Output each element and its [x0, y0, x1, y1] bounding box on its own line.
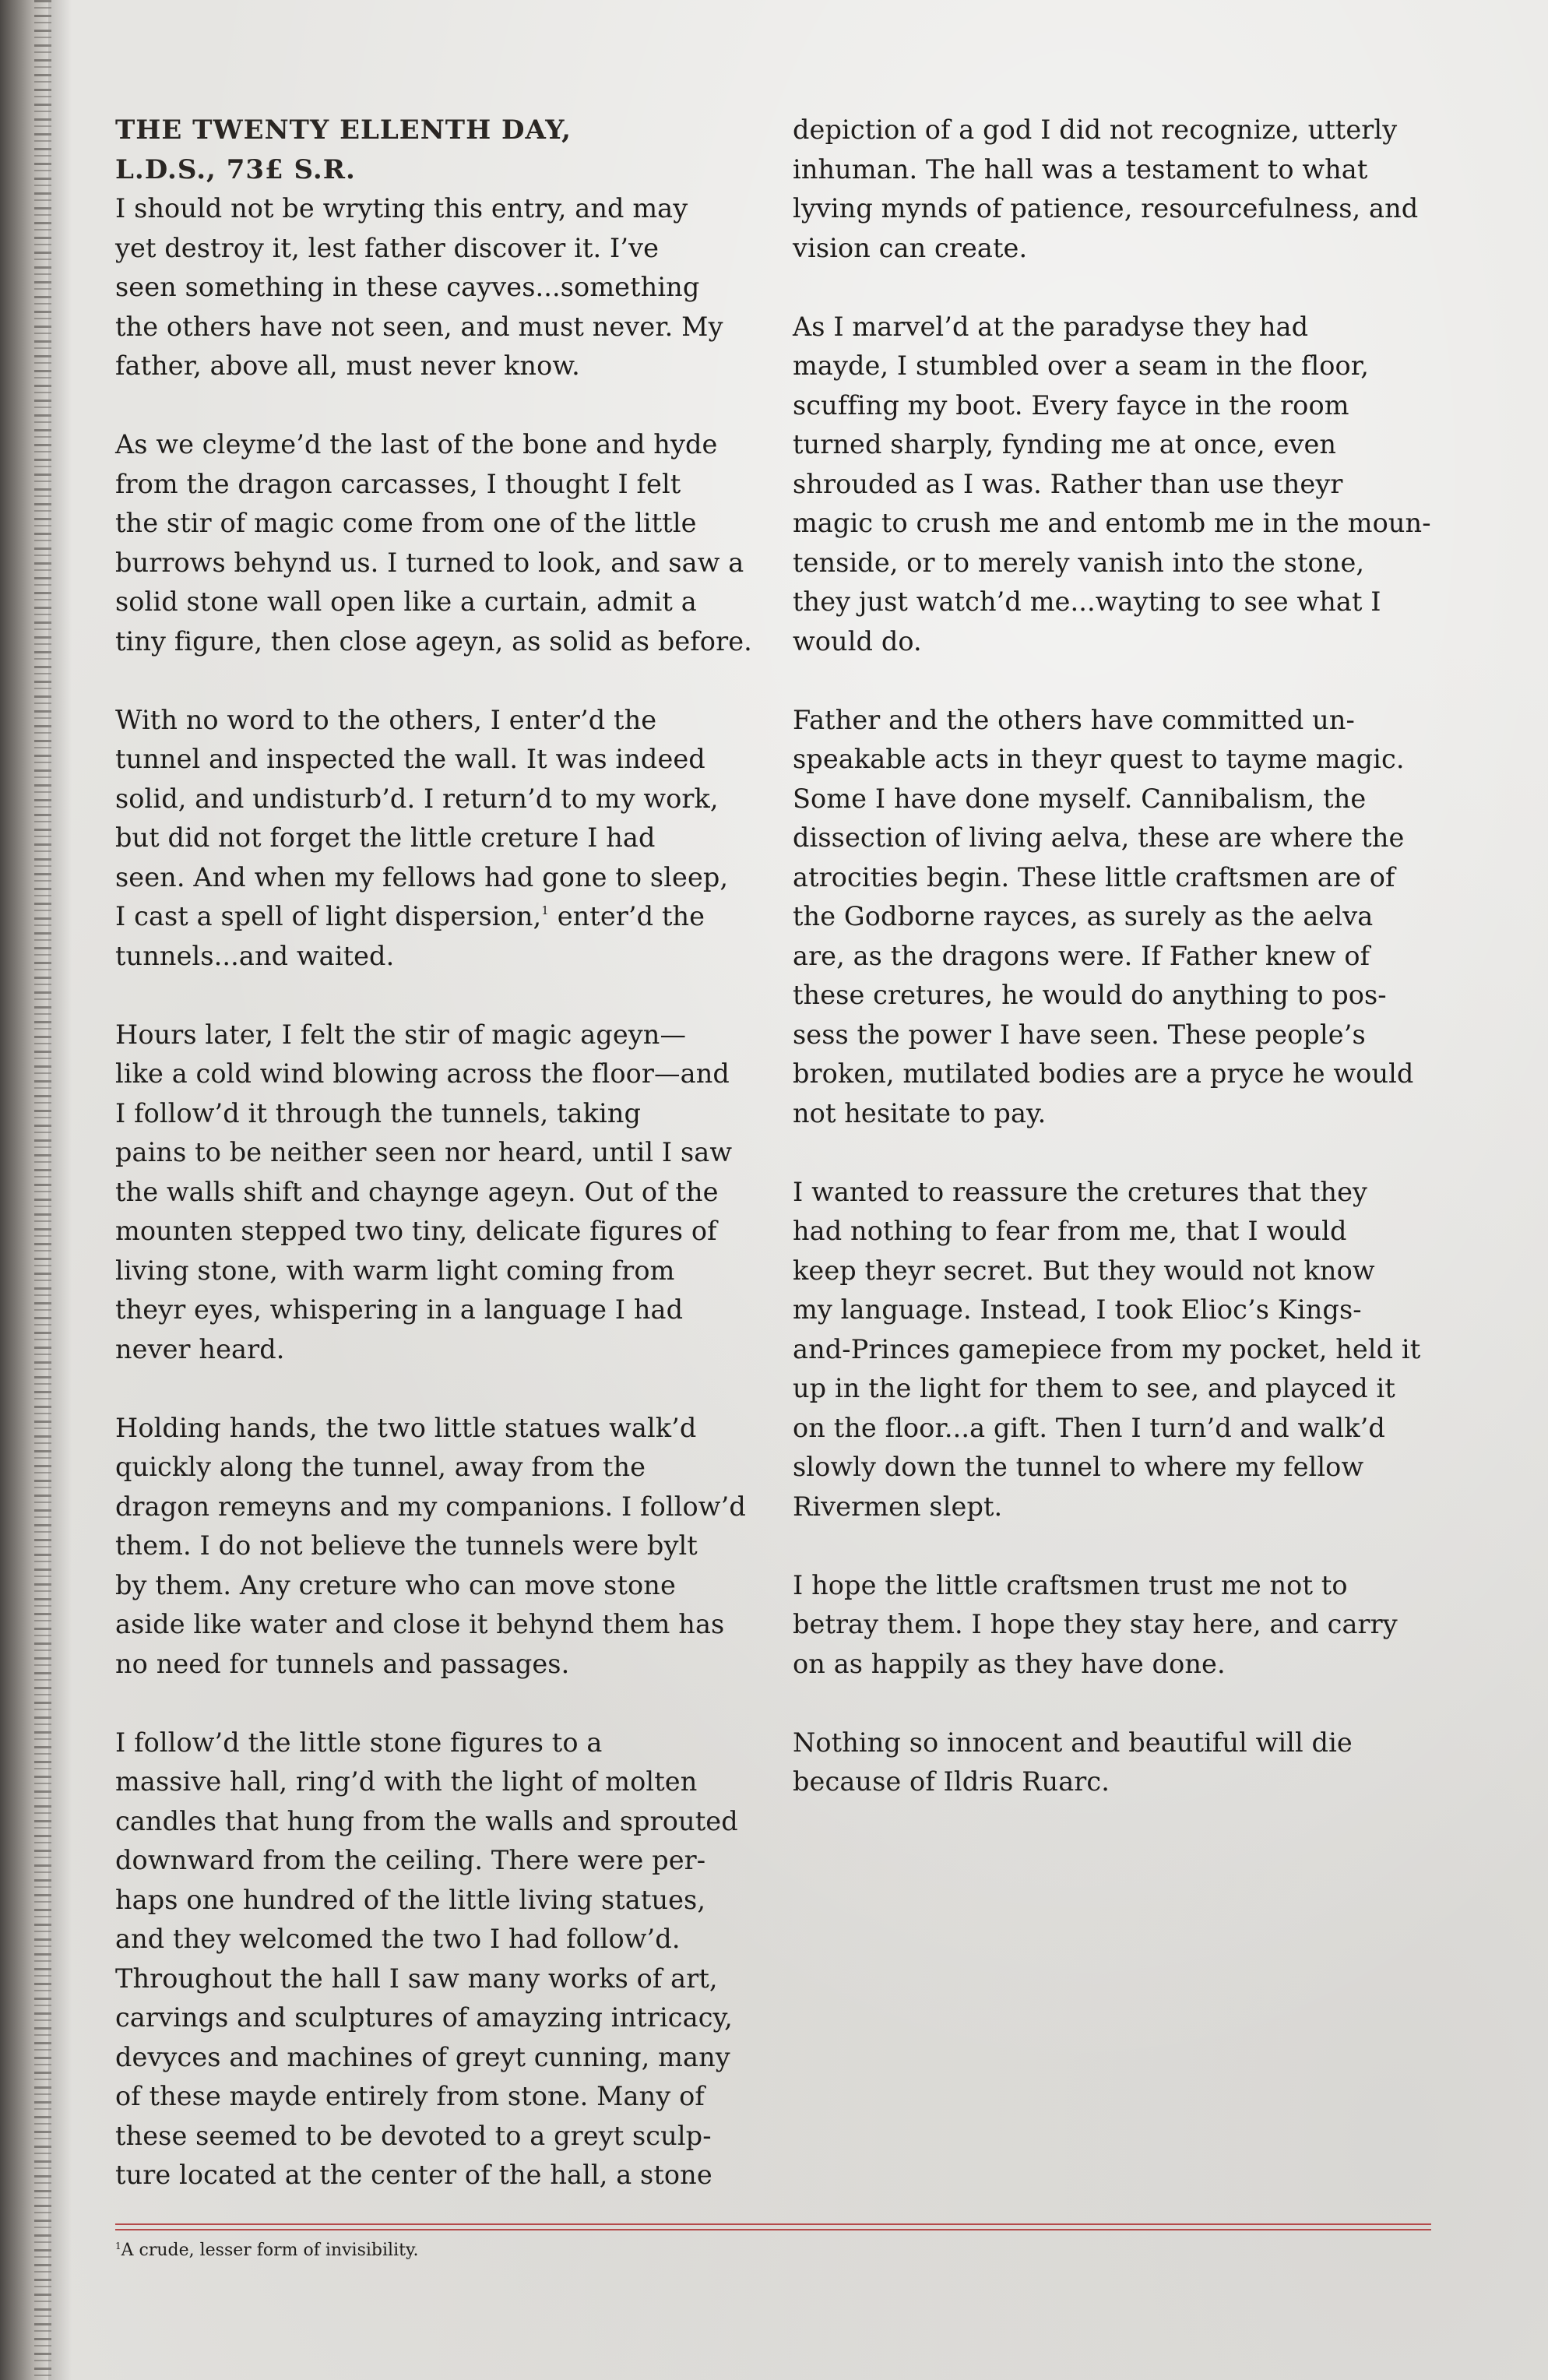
paragraph-break	[793, 268, 1439, 308]
text-line-content: depiction of a god I did not recognize, utterly	[793, 114, 1398, 145]
text-line	[793, 504, 1439, 544]
text-line-content: mounten stepped two tiny, delicate figures of	[115, 1216, 717, 1246]
text-line-content: scuffing my boot. Every fayce in the room	[793, 389, 1349, 421]
text-line	[793, 1488, 1439, 1527]
footnote-mark: 1	[115, 2241, 121, 2251]
text-line-content: had nothing to fear from me, that I would	[793, 1216, 1347, 1246]
paragraph-break	[793, 661, 1439, 701]
text-line-content: the others have not seen, and must never. My	[115, 311, 723, 342]
text-line	[115, 1881, 777, 1921]
footnote-divider-bottom	[115, 2229, 1431, 2230]
text-line	[115, 268, 777, 308]
text-line-content: are, as the dragons were. If Father knew of	[793, 940, 1370, 971]
text-line-content: devyces and machines of greyt cunning, many	[115, 2041, 730, 2072]
text-line-content: dragon remeyns and my companions. I follow’d	[115, 1491, 746, 1522]
text-line-content: they just watch’d me...wayting to see what I	[793, 586, 1381, 617]
text-line-content: by them. Any creture who can move stone	[115, 1569, 676, 1600]
text-line	[115, 1841, 777, 1881]
text-line	[115, 2077, 777, 2117]
text-line	[115, 504, 777, 544]
text-line-content: aside like water and close it behynd them has	[115, 1609, 725, 1639]
text-line	[793, 583, 1439, 622]
text-line	[793, 1094, 1439, 1134]
paragraph-break	[115, 386, 777, 426]
text-line	[793, 937, 1439, 977]
text-line-content: magic to crush me and entomb me in the moun-	[793, 508, 1431, 538]
text-line	[115, 701, 777, 741]
text-line	[793, 897, 1439, 937]
text-line	[793, 544, 1439, 583]
text-line	[115, 1802, 777, 1842]
text-line-content: the walls shift and chaynge ageyn. Out of the	[115, 1176, 719, 1207]
text-line	[793, 1762, 1439, 1802]
text-line	[793, 1369, 1439, 1409]
text-line	[115, 1133, 777, 1173]
text-line	[115, 1645, 777, 1685]
paragraph-break	[115, 976, 777, 1016]
text-line	[115, 1723, 777, 1763]
text-line	[115, 1488, 777, 1527]
text-line	[793, 858, 1439, 898]
text-line-content: sess the power I have seen. These people’s	[793, 1019, 1366, 1050]
text-line	[115, 1920, 777, 1959]
text-line	[115, 2156, 777, 2195]
text-line-content: on as happily as they have done.	[793, 1648, 1226, 1679]
text-line	[115, 465, 777, 505]
text-line	[115, 1605, 777, 1645]
text-line	[115, 1566, 777, 1606]
text-line-content: Throughout the hall I saw many works of art,	[115, 1963, 718, 1994]
text-line-content: theyr eyes, whispering in a language I had	[115, 1294, 684, 1325]
text-line-content: Hours later, I felt the stir of magic ageyn—	[115, 1019, 687, 1050]
footnote	[115, 2239, 418, 2262]
text-line-content: I follow’d the little stone figures to a	[115, 1727, 603, 1758]
text-line	[793, 189, 1439, 229]
text-line	[115, 1330, 777, 1370]
text-line-content: I should not be wryting this entry, and may	[115, 193, 688, 224]
text-line-content: I cast a spell of light dispersion,	[115, 901, 542, 931]
text-line-content: Nothing so innocent and beautiful will die	[793, 1727, 1353, 1758]
text-line	[115, 1173, 777, 1213]
text-line-content: tiny figure, then close ageyn, as solid as before.	[115, 625, 752, 657]
text-line	[115, 544, 777, 583]
text-line	[115, 622, 777, 662]
text-line-content: As I marvel’d at the paradyse they had	[793, 311, 1309, 342]
text-line	[115, 897, 777, 937]
text-line-content: pains to be neither seen nor heard, until I saw	[115, 1137, 733, 1167]
left-column-text	[115, 189, 777, 2195]
text-line-content: slowly down the tunnel to where my fellow	[793, 1452, 1364, 1482]
text-line	[115, 1526, 777, 1566]
text-line-content: solid stone wall open like a curtain, admit a	[115, 586, 697, 617]
text-line-content: mayde, I stumbled over a seam in the floor,	[793, 350, 1369, 381]
text-line-content: because of Ildris Ruarc.	[793, 1766, 1110, 1797]
paragraph-break	[793, 1526, 1439, 1566]
text-line-content: Some I have done myself. Cannibalism, the	[793, 783, 1367, 814]
text-line-content: burrows behynd us. I turned to look, and saw a	[115, 547, 744, 578]
text-line-content: from the dragon carcasses, I thought I felt	[115, 468, 681, 499]
text-line-content: keep theyr secret. But they would not know	[793, 1255, 1375, 1286]
text-line	[793, 1016, 1439, 1055]
text-line-content: haps one hundred of the little living statues,	[115, 1884, 706, 1915]
text-line	[115, 1054, 777, 1094]
text-line-content: tunnel and inspected the wall. It was indeed	[115, 744, 705, 774]
text-line-content: turned sharply, fynding me at once, even	[793, 429, 1337, 459]
text-line-content: tunnels...and waited.	[115, 940, 395, 971]
text-line	[793, 1212, 1439, 1252]
text-line-content: never heard.	[115, 1333, 285, 1364]
text-line	[115, 858, 777, 898]
text-line-content: the stir of magic come from one of the little	[115, 508, 697, 538]
text-line	[793, 740, 1439, 780]
text-line-content: dissection of living aelva, these are where the	[793, 822, 1405, 853]
text-line	[793, 465, 1439, 505]
text-line-content: massive hall, ring’d with the light of molten	[115, 1766, 698, 1797]
text-line	[793, 1290, 1439, 1330]
text-line	[793, 308, 1439, 347]
text-line-content: quickly along the tunnel, away from the	[115, 1452, 646, 1482]
text-line-content: Holding hands, the two little statues walk’d	[115, 1412, 697, 1443]
text-line-content: but did not forget the little creture I had	[115, 822, 656, 853]
text-line-content: my language. Instead, I took Elioc’s Kings-	[793, 1294, 1362, 1325]
text-line	[115, 937, 777, 977]
text-line-content: shrouded as I was. Rather than use theyr	[793, 468, 1343, 499]
text-line-content: no need for tunnels and passages.	[115, 1648, 570, 1679]
text-line-content: like a cold wind blowing across the floor—and	[115, 1058, 730, 1089]
text-line	[115, 308, 777, 347]
text-line-content: vision can create.	[793, 232, 1028, 263]
text-line-content: I wanted to reassure the cretures that they	[793, 1176, 1368, 1207]
text-line	[793, 1645, 1439, 1685]
text-line	[115, 583, 777, 622]
text-line-content: living stone, with warm light coming from	[115, 1255, 675, 1286]
text-line-content: I hope the little craftsmen trust me not to	[793, 1569, 1348, 1600]
paragraph-break	[115, 661, 777, 701]
text-line-content: these cretures, he would do anything to pos-	[793, 980, 1387, 1010]
text-line	[793, 701, 1439, 741]
text-line	[115, 1290, 777, 1330]
text-line-content: of these mayde entirely from stone. Many of	[115, 2081, 705, 2111]
text-line-content: inhuman. The hall was a testament to what	[793, 153, 1368, 185]
text-line	[115, 1252, 777, 1291]
text-line	[115, 425, 777, 465]
left-column	[115, 111, 777, 2195]
text-line	[793, 1566, 1439, 1606]
text-line	[793, 1409, 1439, 1449]
text-line	[793, 425, 1439, 465]
text-line	[793, 1252, 1439, 1291]
text-line	[793, 347, 1439, 386]
entry-date: L.D.S., 73£ S.R.	[115, 153, 356, 185]
text-line	[115, 780, 777, 819]
text-line-content: With no word to the others, I enter’d the	[115, 704, 657, 735]
text-line	[793, 1723, 1439, 1763]
paragraph-break	[115, 1369, 777, 1409]
text-line	[793, 1054, 1439, 1094]
text-line-content: speakable acts in theyr quest to tayme magic.	[793, 744, 1405, 774]
text-line-continuation: enter’d the	[548, 901, 705, 931]
text-line-content: carvings and sculptures of amayzing intricacy,	[115, 2002, 733, 2033]
text-line-content: would do.	[793, 625, 922, 657]
text-line-content: them. I do not believe the tunnels were bylt	[115, 1530, 698, 1561]
text-line	[115, 1448, 777, 1488]
text-line-content: father, above all, must never know.	[115, 350, 580, 381]
text-line-content: seen. And when my fellows had gone to sleep,	[115, 861, 729, 892]
text-line-content: tenside, or to merely vanish into the stone,	[793, 547, 1365, 578]
text-line-content: and-Princes gamepiece from my pocket, held it	[793, 1333, 1421, 1364]
text-line	[115, 1762, 777, 1802]
text-line	[793, 229, 1439, 269]
text-line	[115, 1016, 777, 1055]
text-line-content: candles that hung from the walls and sprouted	[115, 1805, 738, 1836]
text-line	[793, 976, 1439, 1016]
text-line-content: atrocities begin. These little craftsmen are of	[793, 861, 1395, 892]
text-line	[115, 1409, 777, 1449]
text-line	[115, 1094, 777, 1134]
text-line	[793, 1330, 1439, 1370]
binding-shadow	[48, 0, 72, 2380]
text-line	[115, 1998, 777, 2038]
text-line-content: not hesitate to pay.	[793, 1097, 1047, 1128]
text-line-content: these seemed to be devoted to a greyt sculp-	[115, 2120, 712, 2151]
text-line	[793, 780, 1439, 819]
right-column	[793, 111, 1439, 1802]
text-line-content: Father and the others have committed un-	[793, 704, 1355, 735]
text-line-content: lyving mynds of patience, resourcefulness, and	[793, 193, 1419, 224]
text-line-content: and they welcomed the two I had follow’d.	[115, 1924, 681, 1954]
footnote-text: A crude, lesser form of invisibility.	[121, 2241, 419, 2260]
text-line	[115, 2038, 777, 2078]
text-line	[793, 111, 1439, 150]
text-line-content: up in the light for them to see, and playced it	[793, 1373, 1395, 1403]
text-line-content: on the floor...a gift. Then I turn’d and walk’d	[793, 1412, 1385, 1443]
text-line	[793, 1605, 1439, 1645]
paragraph-break	[115, 1684, 777, 1723]
text-line-content: Rivermen slept.	[793, 1491, 1003, 1522]
text-line	[115, 347, 777, 386]
text-line	[793, 386, 1439, 426]
text-line-content: betray them. I hope they stay here, and carry	[793, 1609, 1398, 1639]
text-line	[115, 229, 777, 269]
text-line	[115, 1959, 777, 1999]
text-line-content: the Godborne rayces, as surely as the aelva	[793, 901, 1374, 931]
text-line-content: seen something in these cayves...something	[115, 272, 700, 302]
text-line-content: downward from the ceiling. There were per-	[115, 1845, 706, 1875]
text-line	[115, 740, 777, 780]
footnote-ref[interactable]: 1	[541, 903, 549, 917]
text-line	[115, 2117, 777, 2156]
entry-heading: THE TWENTY ELLENTH DAY,	[115, 114, 572, 146]
text-line-content: As we cleyme’d the last of the bone and hyde	[115, 429, 718, 459]
text-line	[793, 1448, 1439, 1488]
text-line	[793, 150, 1439, 190]
text-line	[115, 189, 777, 229]
text-line-content: I follow’d it through the tunnels, taking	[115, 1097, 642, 1128]
paragraph-break	[793, 1133, 1439, 1173]
text-line	[793, 819, 1439, 858]
text-line-content: ture located at the center of the hall, a stone	[115, 2160, 712, 2190]
text-line	[793, 1173, 1439, 1213]
right-column-text	[793, 111, 1439, 1802]
text-line	[793, 622, 1439, 662]
text-line-content: yet destroy it, lest father discover it. I’ve	[115, 232, 660, 263]
footnote-divider-top	[115, 2223, 1431, 2225]
text-line-content: broken, mutilated bodies are a pryce he would	[793, 1058, 1414, 1089]
text-line-content: solid, and undisturb’d. I return’d to my work,	[115, 783, 719, 814]
text-line	[115, 1212, 777, 1252]
text-line	[115, 819, 777, 858]
paragraph-break	[793, 1684, 1439, 1723]
